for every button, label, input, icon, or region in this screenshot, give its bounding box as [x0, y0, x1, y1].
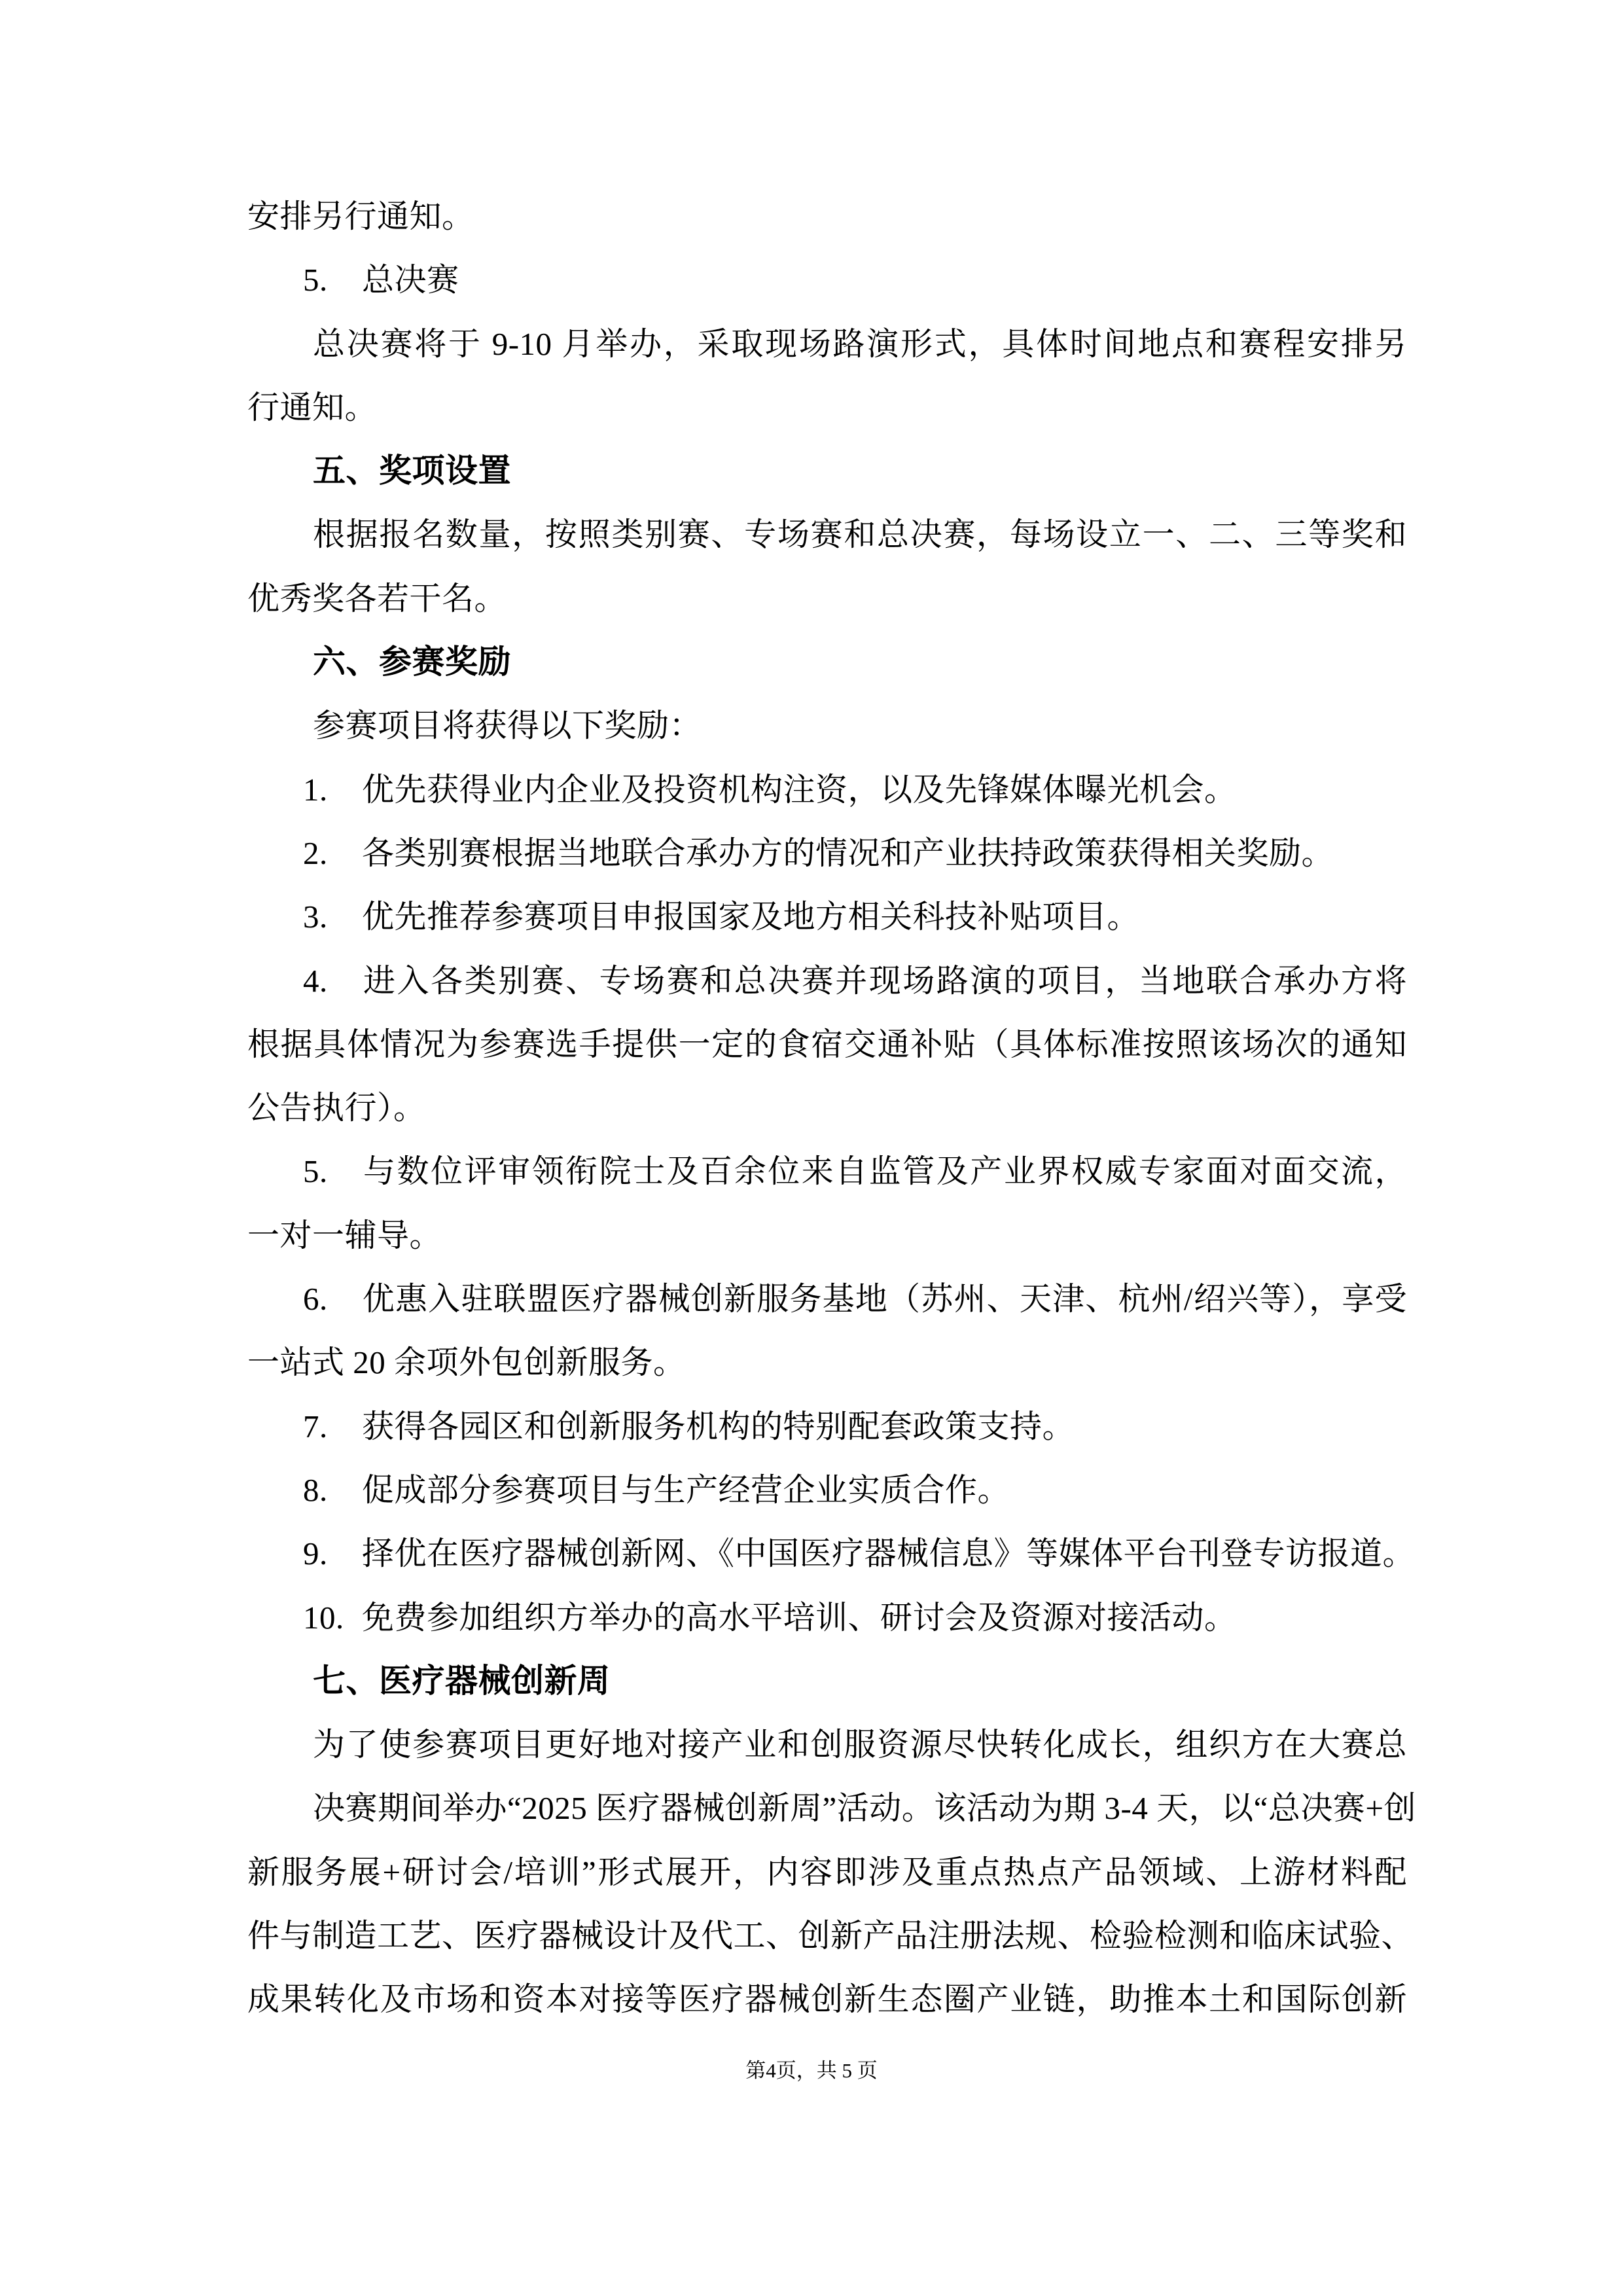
paragraph-line — [247, 1840, 1407, 1904]
line-text: 优先获得业内企业及投资机构注资，以及先锋媒体曝光机会。 — [362, 771, 1237, 808]
paragraph-line — [247, 1967, 1407, 2031]
paragraph-line — [247, 1204, 1407, 1267]
list-item — [247, 1586, 1407, 1649]
list-number: 3. — [303, 899, 328, 935]
list-item — [247, 885, 1407, 948]
section-heading — [247, 1649, 1407, 1713]
paragraph-line — [247, 1076, 1407, 1139]
line-text: 免费参加组织方举办的高水平培训、研讨会及资源对接活动。 — [362, 1599, 1237, 1636]
line-text: 行通知。 — [247, 389, 378, 425]
line-text: 各类别赛根据当地联合承办方的情况和产业扶持政策获得相关奖励。 — [362, 834, 1334, 871]
list-item — [247, 1139, 1407, 1203]
list-number: 7. — [303, 1408, 328, 1444]
paragraph-line — [247, 567, 1407, 630]
paragraph-line — [247, 503, 1407, 566]
list-item — [247, 1267, 1407, 1331]
page-number: 第4页，共 5 页 — [745, 2059, 878, 2082]
line-text: 总决赛将于 9-10 月举办，采取现场路演形式，具体时间地点和赛程安排另 — [313, 325, 1407, 362]
line-text: 根据报名数量，按照类别赛、专场赛和总决赛，每场设立一、二、三等奖和 — [313, 516, 1407, 553]
document-body — [247, 185, 1416, 2032]
line-text: 优先推荐参赛项目申报国家及地方相关科技补贴项目。 — [362, 899, 1140, 935]
page-footer — [0, 2039, 1623, 2102]
list-number: 1. — [303, 771, 328, 808]
list-item — [247, 1458, 1407, 1522]
line-text: 新服务展+研讨会/培训”形式展开，内容即涉及重点热点产品领域、上游材料配 — [247, 1854, 1407, 1890]
list-number: 9. — [303, 1535, 328, 1572]
line-text: 优秀奖各若干名。 — [247, 580, 507, 617]
paragraph-line — [247, 312, 1407, 376]
line-text: 进入各类别赛、专场赛和总决赛并现场路演的项目，当地联合承办方将 — [362, 962, 1407, 999]
section-heading — [247, 439, 1407, 503]
line-text: 安排另行通知。 — [247, 198, 474, 234]
list-number: 2. — [303, 834, 328, 871]
line-text: 一对一辅导。 — [247, 1217, 442, 1253]
line-text: 五、奖项设置 — [313, 452, 511, 490]
paragraph-line — [247, 376, 1407, 439]
line-text: 根据具体情况为参赛选手提供一定的食宿交通补贴（具体标准按照该场次的通知 — [247, 1026, 1407, 1062]
line-text: 成果转化及市场和资本对接等医疗器械创新生态圈产业链，助推本土和国际创新 — [247, 1981, 1407, 2018]
section-heading — [247, 630, 1407, 694]
line-text: 促成部分参赛项目与生产经营企业实质合作。 — [362, 1471, 1010, 1508]
line-text: 决赛期间举办“2025 医疗器械创新周”活动。该活动为期 3-4 天，以“总决赛+创 — [313, 1790, 1416, 1827]
line-text: 与数位评审领衔院士及百余位来自监管及产业界权威专家面对面交流， — [362, 1153, 1407, 1190]
list-item — [247, 1395, 1407, 1458]
line-text: 优惠入驻联盟医疗器械创新服务基地（苏州、天津、杭州/绍兴等），享受 — [362, 1281, 1407, 1318]
paragraph-line — [247, 1904, 1414, 1967]
list-item — [247, 821, 1407, 885]
line-text: 为了使参赛项目更好地对接产业和创服资源尽快转化成长，组织方在大赛总 — [313, 1727, 1407, 1763]
paragraph-line — [247, 1713, 1407, 1776]
paragraph-line — [247, 694, 1407, 757]
list-number: 4. — [303, 962, 328, 999]
list-number: 8. — [303, 1471, 328, 1508]
line-text: 公告执行）。 — [247, 1090, 426, 1126]
list-item — [247, 949, 1407, 1013]
list-number: 6. — [303, 1281, 328, 1318]
paragraph-line — [247, 1331, 1407, 1394]
list-item — [247, 1522, 1416, 1585]
line-text: 择优在医疗器械创新网、《中国医疗器械信息》等媒体平台刊登专访报道。 — [362, 1535, 1416, 1572]
line-text: 六、参赛奖励 — [313, 643, 511, 681]
line-text: 参赛项目将获得以下奖励： — [313, 708, 702, 744]
list-number: 10. — [303, 1599, 344, 1636]
paragraph-line — [247, 1013, 1407, 1076]
line-text: 一站式 20 余项外包创新服务。 — [247, 1344, 686, 1381]
paragraph-line — [247, 185, 1407, 248]
line-text: 件与制造工艺、医疗器械设计及代工、创新产品注册法规、检验检测和临床试验、 — [247, 1918, 1414, 1954]
list-number: 5. — [303, 262, 328, 298]
line-text: 总决赛 — [362, 262, 459, 298]
list-item — [247, 758, 1407, 821]
list-item — [247, 248, 1407, 312]
paragraph-line — [247, 1776, 1416, 1840]
line-text: 七、医疗器械创新周 — [313, 1662, 611, 1699]
list-number: 5. — [303, 1153, 328, 1190]
line-text: 获得各园区和创新服务机构的特别配套政策支持。 — [362, 1408, 1075, 1444]
